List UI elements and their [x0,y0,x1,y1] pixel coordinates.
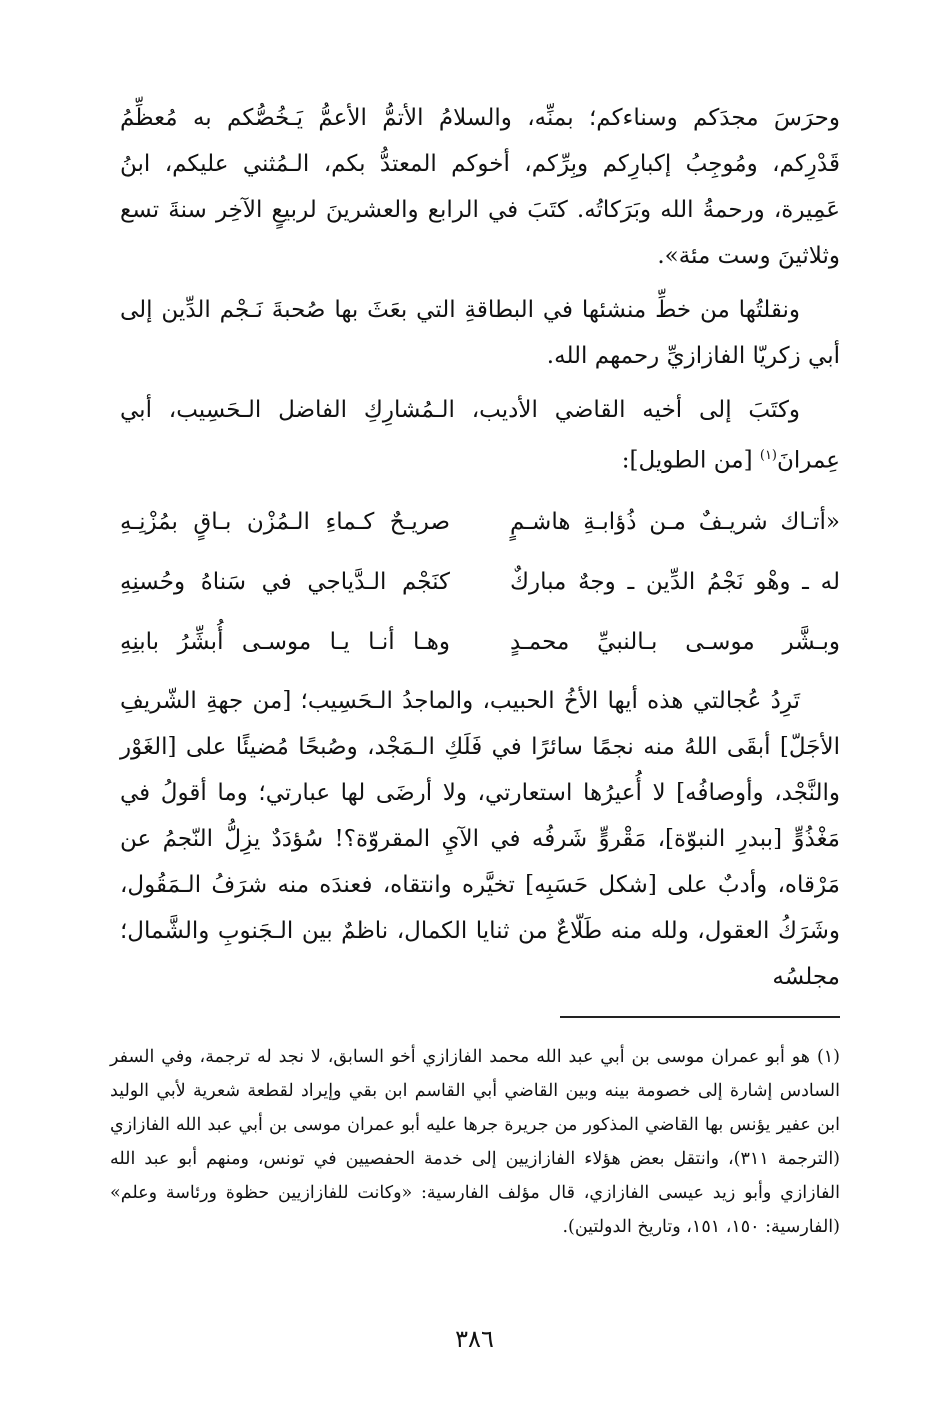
poem-intro-text: وكتَبَ إلى أخيه القاضي الأديب، الـمُشارِكِ الفاضل الـحَسِيب، أبي عِمرانَ [120,397,840,474]
verse-second-hemistich: صريـحٌ كـماءِ الـمُزْن بـاقٍ بمُزْنِـهِ [120,508,450,535]
paragraph-poem-intro [120,387,840,484]
poem-verse [120,612,840,672]
paragraph-letter-body: تَرِدُ عُجالتي هذه أيها الأخُ الحبيب، والماجدُ الـحَسِيب؛ [من جهةِ الشّريفِ الأجَلّ] أبقَى اللهُ منه نجمًا سائرًا في فَلَكِ الـمَجْد، وصُبحًا مُضيئًا على [الغَوْر والنَّجْد، وأوصافُه] لا أُعيرُها استعارتي، ولا أرضَى لها عبارتي؛ وما أقولُ في مَغْذُوٍّ [ببدرِ النبوّة]، مَقْروٍّ شَرفُه في الآيِ المقروّة؟! سُؤدَدٌ يزِلُّ النّجمُ عن مَرْقاه، وأدبٌ على [شكل حَسَبِه] تخيَّره وانتقاه، فعندَه منه شرَفُ الـمَقُول، وشَرَكُ العقول، ولله منه طَلّاعٌ من ثنايا الكمال، ناظمٌ بين الـجَنوبِ والشَّمال؛ مجلسُه [120,687,840,990]
page-number: ٣٨٦ [455,1325,494,1353]
verse-first-hemistich: وبـشَّر موسـى بـالنبيِّ محمـدٍ [510,628,840,655]
verse-first-hemistich: «أتـاك شريـفٌ مـن ذُؤابـةِ هاشـمٍ [510,508,840,535]
paragraph-source-note: ونقلتُها من خطِّ منشئها في البطاقةِ التي بعَثَ بها صُحبةَ نَـجْم الدِّين إلى أبي زكريّا الفازازيِّ رحمهم الله. [120,297,840,369]
poem-verse [120,492,840,552]
verse-second-hemistich: وهـا أنـا يـا موسـى أُبشِّرُ بابنِهِ [120,628,450,655]
paragraph-letter-closing: وحرَسَ مجدَكم وسناءكم؛ بمنِّه، والسلامُ الأتمُّ الأعمُّ يَـخُصُّكم به مُعظِّمُ قَدْرِكم، ومُوجِبُ إكبارِكم وبِرِّكم، أخوكم المعتدُّ بكم، الـمُثني عليكم، ابنُ عَمِيرة، ورحمةُ الله وبَرَكاتُه. كتَبَ في الرابع والعشرينَ لربيعٍ الآخِر سنةَ تسع وثلاثينَ وست مئة». [120,105,840,269]
footnote-1: (١) هو أبو عمران موسى بن أبي عبد الله محمد الفازازي أخو السابق، لا نجد له ترجمة، وفي السفر السادس إشارة إلى خصومة بينه وبين القاضي أبي القاسم ابن بقي وإيراد لقطعة شعرية لأبي الوليد ابن عفير يؤنس بها القاضي المذكور من جريرة جرها عليه أبو عمران موسى بن أبي عبد الله الفازازي (الترجمة ٣١١)، وانتقل بعض هؤلاء الفازازيين إلى خدمة الحفصيين في تونس، ومنهم أبو عبد الله الفازازي وأبو زيد عيسى الفازازي، قال مؤلف الفارسية: «وكانت للفازازيين حظوة ورئاسة وعلم» (الفارسية: ١٥٠، ١٥١، وتاريخ الدولتين). [110,1047,841,1237]
footnote-separator [560,1016,840,1018]
poem-meter: [من الطويل]: [621,447,753,474]
verse-second-hemistich: كنَجْم الـدَّياجي في سَناهُ وحُسنِهِ [120,568,450,595]
footnote-reference: (١) [759,448,777,463]
verse-first-hemistich: له ـ وهْو نَجْمُ الدِّين ـ وجهٌ مباركٌ [510,568,840,595]
main-text [120,95,840,1000]
poem [120,492,840,672]
footnotes [110,1040,840,1244]
poem-verse [120,552,840,612]
